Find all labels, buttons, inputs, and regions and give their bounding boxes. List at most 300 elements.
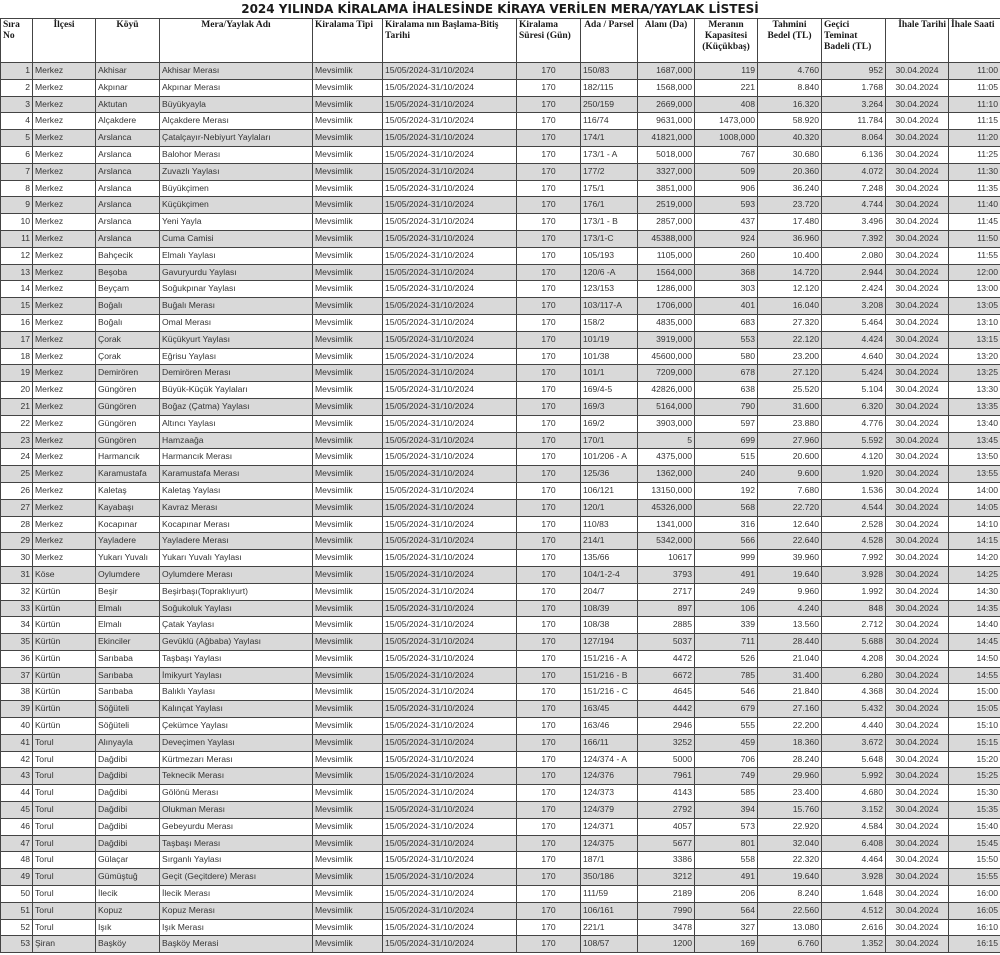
cell-ilcesi: Merkez [33, 96, 96, 113]
table-row [1, 718, 1000, 735]
cell-alani: 45600,000 [638, 348, 695, 365]
table-row [1, 852, 1000, 869]
table-row [1, 247, 1000, 264]
cell-tahmini-bedel: 8.840 [758, 79, 822, 96]
cell-gecici-teminat: 1.648 [822, 886, 886, 903]
cell-baslama-bitis: 15/05/2024-31/10/2024 [383, 163, 517, 180]
cell-kapasite: 699 [695, 432, 758, 449]
cell-kapasite: 638 [695, 382, 758, 399]
cell-ihale-tarihi: 30.04.2024 [886, 432, 949, 449]
cell-kapasite: 553 [695, 331, 758, 348]
cell-sira-no: 41 [1, 734, 33, 751]
cell-baslama-bitis: 15/05/2024-31/10/2024 [383, 499, 517, 516]
cell-kiralama-tipi: Mevsimlik [313, 869, 383, 886]
cell-ilcesi: Torul [33, 902, 96, 919]
table-row [1, 197, 1000, 214]
cell-kapasite: 555 [695, 718, 758, 735]
cell-tahmini-bedel: 10.400 [758, 247, 822, 264]
cell-gecici-teminat: 3.928 [822, 869, 886, 886]
cell-kapasite: 580 [695, 348, 758, 365]
cell-ilcesi: Merkez [33, 163, 96, 180]
cell-baslama-bitis: 15/05/2024-31/10/2024 [383, 230, 517, 247]
cell-mera-adi: Zuvazlı Yaylası [160, 163, 313, 180]
cell-kiralama-tipi: Mevsimlik [313, 63, 383, 80]
cell-sira-no: 40 [1, 718, 33, 735]
cell-gecici-teminat: 3.672 [822, 734, 886, 751]
cell-ilcesi: Kürtün [33, 718, 96, 735]
cell-kapasite: 749 [695, 768, 758, 785]
cell-tahmini-bedel: 21.840 [758, 684, 822, 701]
cell-gecici-teminat: 4.512 [822, 902, 886, 919]
cell-kiralama-tipi: Mevsimlik [313, 634, 383, 651]
cell-ilcesi: Kürtün [33, 600, 96, 617]
col-header-kiralama-tipi: Kiralama Tipi [313, 19, 383, 63]
table-row [1, 365, 1000, 382]
cell-mera-adi: Alçakdere Merası [160, 113, 313, 130]
cell-ihale-tarihi: 30.04.2024 [886, 331, 949, 348]
cell-ihale-saati: 15:40 [949, 818, 1000, 835]
cell-mera-adi: Akhisar Merası [160, 63, 313, 80]
cell-ada-parsel: 158/2 [581, 314, 638, 331]
table-row [1, 634, 1000, 651]
cell-ihale-saati: 14:25 [949, 566, 1000, 583]
cell-mera-adi: Eğrisu Yaylası [160, 348, 313, 365]
cell-mera-adi: Beşirbaşı(Topraklıyurt) [160, 583, 313, 600]
cell-koyu: Başköy [96, 936, 160, 953]
table-row [1, 667, 1000, 684]
cell-gecici-teminat: 3.496 [822, 214, 886, 231]
cell-kiralama-tipi: Mevsimlik [313, 785, 383, 802]
cell-koyu: Yukarı Yuvalı [96, 550, 160, 567]
cell-ilcesi: Merkez [33, 197, 96, 214]
cell-tahmini-bedel: 17.480 [758, 214, 822, 231]
cell-ada-parsel: 173/1-C [581, 230, 638, 247]
cell-baslama-bitis: 15/05/2024-31/10/2024 [383, 516, 517, 533]
cell-ihale-saati: 13:35 [949, 398, 1000, 415]
table-body [1, 63, 1000, 953]
cell-ihale-tarihi: 30.04.2024 [886, 684, 949, 701]
cell-ilcesi: Merkez [33, 264, 96, 281]
cell-kiralama-tipi: Mevsimlik [313, 802, 383, 819]
col-header-ihale-saati: İhale Saati [949, 19, 1000, 63]
cell-ihale-saati: 11:15 [949, 113, 1000, 130]
cell-ihale-saati: 13:10 [949, 314, 1000, 331]
cell-baslama-bitis: 15/05/2024-31/10/2024 [383, 432, 517, 449]
cell-sira-no: 25 [1, 466, 33, 483]
cell-kiralama-suresi: 170 [517, 734, 581, 751]
cell-kapasite: 558 [695, 852, 758, 869]
cell-tahmini-bedel: 16.040 [758, 298, 822, 315]
cell-kiralama-suresi: 170 [517, 499, 581, 516]
cell-koyu: Söğüteli [96, 718, 160, 735]
cell-ilcesi: Torul [33, 818, 96, 835]
cell-ada-parsel: 204/7 [581, 583, 638, 600]
cell-alani: 3212 [638, 869, 695, 886]
cell-ihale-saati: 15:50 [949, 852, 1000, 869]
cell-alani: 1687,000 [638, 63, 695, 80]
cell-alani: 2885 [638, 617, 695, 634]
cell-ada-parsel: 106/121 [581, 482, 638, 499]
cell-ada-parsel: 104/1-2-4 [581, 566, 638, 583]
cell-kiralama-suresi: 170 [517, 314, 581, 331]
table-row [1, 79, 1000, 96]
cell-ilcesi: Merkez [33, 247, 96, 264]
cell-kiralama-tipi: Mevsimlik [313, 365, 383, 382]
cell-ada-parsel: 103/117-A [581, 298, 638, 315]
cell-kiralama-suresi: 170 [517, 180, 581, 197]
cell-alani: 4645 [638, 684, 695, 701]
cell-tahmini-bedel: 22.720 [758, 499, 822, 516]
cell-koyu: Arslanca [96, 197, 160, 214]
cell-kapasite: 119 [695, 63, 758, 80]
cell-ihale-tarihi: 30.04.2024 [886, 482, 949, 499]
cell-tahmini-bedel: 31.400 [758, 667, 822, 684]
cell-koyu: Sarıbaba [96, 684, 160, 701]
cell-mera-adi: Soğukpınar Yaylası [160, 281, 313, 298]
cell-ada-parsel: 110/83 [581, 516, 638, 533]
cell-tahmini-bedel: 31.600 [758, 398, 822, 415]
cell-koyu: Kopuz [96, 902, 160, 919]
cell-tahmini-bedel: 22.560 [758, 902, 822, 919]
cell-tahmini-bedel: 15.760 [758, 802, 822, 819]
cell-koyu: Bahçecik [96, 247, 160, 264]
table-row [1, 869, 1000, 886]
cell-sira-no: 43 [1, 768, 33, 785]
cell-tahmini-bedel: 9.960 [758, 583, 822, 600]
cell-kiralama-tipi: Mevsimlik [313, 818, 383, 835]
cell-baslama-bitis: 15/05/2024-31/10/2024 [383, 617, 517, 634]
cell-tahmini-bedel: 23.200 [758, 348, 822, 365]
cell-kiralama-suresi: 170 [517, 886, 581, 903]
cell-kiralama-suresi: 170 [517, 230, 581, 247]
cell-alani: 1568,000 [638, 79, 695, 96]
cell-alani: 41821,000 [638, 130, 695, 147]
cell-sira-no: 42 [1, 751, 33, 768]
cell-tahmini-bedel: 39.960 [758, 550, 822, 567]
cell-ihale-tarihi: 30.04.2024 [886, 466, 949, 483]
cell-gecici-teminat: 1.352 [822, 936, 886, 953]
table-row [1, 449, 1000, 466]
cell-mera-adi: Kaletaş Yaylası [160, 482, 313, 499]
cell-mera-adi: Elmalı Yaylası [160, 247, 313, 264]
cell-kiralama-tipi: Mevsimlik [313, 583, 383, 600]
cell-tahmini-bedel: 22.640 [758, 533, 822, 550]
cell-kapasite: 240 [695, 466, 758, 483]
cell-ihale-tarihi: 30.04.2024 [886, 264, 949, 281]
cell-kiralama-suresi: 170 [517, 785, 581, 802]
cell-kiralama-tipi: Mevsimlik [313, 247, 383, 264]
cell-tahmini-bedel: 22.120 [758, 331, 822, 348]
cell-ilcesi: Torul [33, 852, 96, 869]
table-row [1, 734, 1000, 751]
cell-alani: 4375,000 [638, 449, 695, 466]
cell-ilcesi: Kürtün [33, 667, 96, 684]
cell-gecici-teminat: 2.616 [822, 919, 886, 936]
cell-gecici-teminat: 5.992 [822, 768, 886, 785]
cell-ada-parsel: 135/66 [581, 550, 638, 567]
cell-koyu: Arslanca [96, 130, 160, 147]
cell-gecici-teminat: 7.248 [822, 180, 886, 197]
cell-ada-parsel: 101/1 [581, 365, 638, 382]
cell-ihale-saati: 15:05 [949, 701, 1000, 718]
cell-ihale-saati: 11:55 [949, 247, 1000, 264]
cell-ilcesi: Şiran [33, 936, 96, 953]
cell-kapasite: 801 [695, 835, 758, 852]
cell-gecici-teminat: 2.944 [822, 264, 886, 281]
cell-alani: 4143 [638, 785, 695, 802]
cell-kapasite: 706 [695, 751, 758, 768]
cell-ilcesi: Merkez [33, 533, 96, 550]
cell-tahmini-bedel: 30.680 [758, 146, 822, 163]
cell-kiralama-tipi: Mevsimlik [313, 516, 383, 533]
cell-ihale-tarihi: 30.04.2024 [886, 298, 949, 315]
cell-ada-parsel: 108/57 [581, 936, 638, 953]
cell-gecici-teminat: 4.528 [822, 533, 886, 550]
cell-ilcesi: Kürtün [33, 650, 96, 667]
cell-baslama-bitis: 15/05/2024-31/10/2024 [383, 734, 517, 751]
cell-gecici-teminat: 3.152 [822, 802, 886, 819]
cell-mera-adi: İlecik Merası [160, 886, 313, 903]
cell-kiralama-tipi: Mevsimlik [313, 533, 383, 550]
cell-baslama-bitis: 15/05/2024-31/10/2024 [383, 398, 517, 415]
cell-mera-adi: Gavuryurdu Yaylası [160, 264, 313, 281]
cell-kiralama-tipi: Mevsimlik [313, 617, 383, 634]
cell-kapasite: 593 [695, 197, 758, 214]
cell-baslama-bitis: 15/05/2024-31/10/2024 [383, 583, 517, 600]
cell-kiralama-suresi: 170 [517, 751, 581, 768]
cell-ada-parsel: 124/379 [581, 802, 638, 819]
cell-kiralama-suresi: 170 [517, 247, 581, 264]
cell-kiralama-suresi: 170 [517, 466, 581, 483]
cell-kiralama-tipi: Mevsimlik [313, 113, 383, 130]
cell-ihale-tarihi: 30.04.2024 [886, 96, 949, 113]
cell-alani: 3793 [638, 566, 695, 583]
cell-koyu: Sarıbaba [96, 667, 160, 684]
table-row [1, 96, 1000, 113]
cell-ihale-tarihi: 30.04.2024 [886, 281, 949, 298]
cell-ihale-tarihi: 30.04.2024 [886, 79, 949, 96]
cell-mera-adi: Kocapınar Merası [160, 516, 313, 533]
cell-kapasite: 459 [695, 734, 758, 751]
cell-kapasite: 785 [695, 667, 758, 684]
cell-ilcesi: Torul [33, 785, 96, 802]
cell-kapasite: 491 [695, 566, 758, 583]
cell-baslama-bitis: 15/05/2024-31/10/2024 [383, 667, 517, 684]
cell-tahmini-bedel: 19.640 [758, 869, 822, 886]
cell-baslama-bitis: 15/05/2024-31/10/2024 [383, 314, 517, 331]
cell-tahmini-bedel: 18.360 [758, 734, 822, 751]
cell-baslama-bitis: 15/05/2024-31/10/2024 [383, 298, 517, 315]
cell-ihale-saati: 15:55 [949, 869, 1000, 886]
cell-sira-no: 35 [1, 634, 33, 651]
cell-koyu: Arslanca [96, 163, 160, 180]
table-row [1, 398, 1000, 415]
cell-ilcesi: Merkez [33, 314, 96, 331]
cell-kapasite: 711 [695, 634, 758, 651]
cell-koyu: Kayabaşı [96, 499, 160, 516]
cell-ihale-saati: 15:10 [949, 718, 1000, 735]
cell-koyu: Arslanca [96, 230, 160, 247]
cell-ihale-tarihi: 30.04.2024 [886, 415, 949, 432]
cell-tahmini-bedel: 21.040 [758, 650, 822, 667]
cell-ilcesi: Merkez [33, 79, 96, 96]
cell-kiralama-suresi: 170 [517, 382, 581, 399]
cell-ada-parsel: 169/4-5 [581, 382, 638, 399]
cell-tahmini-bedel: 12.640 [758, 516, 822, 533]
cell-ilcesi: Torul [33, 751, 96, 768]
cell-baslama-bitis: 15/05/2024-31/10/2024 [383, 768, 517, 785]
cell-ada-parsel: 150/83 [581, 63, 638, 80]
cell-kapasite: 515 [695, 449, 758, 466]
cell-kiralama-suresi: 170 [517, 852, 581, 869]
cell-mera-adi: Çatalçayır-Nebiyurt Yaylaları [160, 130, 313, 147]
cell-sira-no: 39 [1, 701, 33, 718]
cell-ihale-saati: 14:20 [949, 550, 1000, 567]
cell-baslama-bitis: 15/05/2024-31/10/2024 [383, 214, 517, 231]
cell-ilcesi: Kürtün [33, 583, 96, 600]
table-row [1, 331, 1000, 348]
table-row [1, 499, 1000, 516]
cell-kiralama-tipi: Mevsimlik [313, 886, 383, 903]
cell-alani: 3903,000 [638, 415, 695, 432]
cell-sira-no: 51 [1, 902, 33, 919]
cell-ihale-saati: 16:00 [949, 886, 1000, 903]
cell-tahmini-bedel: 20.360 [758, 163, 822, 180]
cell-kapasite: 169 [695, 936, 758, 953]
cell-baslama-bitis: 15/05/2024-31/10/2024 [383, 919, 517, 936]
cell-mera-adi: Kopuz Merası [160, 902, 313, 919]
table-row [1, 886, 1000, 903]
cell-tahmini-bedel: 8.240 [758, 886, 822, 903]
cell-sira-no: 19 [1, 365, 33, 382]
cell-ada-parsel: 108/39 [581, 600, 638, 617]
cell-ihale-tarihi: 30.04.2024 [886, 734, 949, 751]
cell-ada-parsel: 166/11 [581, 734, 638, 751]
cell-mera-adi: Deveçimen Yaylası [160, 734, 313, 751]
cell-gecici-teminat: 5.464 [822, 314, 886, 331]
cell-kiralama-tipi: Mevsimlik [313, 432, 383, 449]
cell-kapasite: 106 [695, 600, 758, 617]
cell-ada-parsel: 182/115 [581, 79, 638, 96]
cell-alani: 13150,000 [638, 482, 695, 499]
cell-gecici-teminat: 5.688 [822, 634, 886, 651]
cell-kiralama-suresi: 170 [517, 600, 581, 617]
cell-kapasite: 327 [695, 919, 758, 936]
cell-mera-adi: Gölönü Merası [160, 785, 313, 802]
cell-ihale-tarihi: 30.04.2024 [886, 583, 949, 600]
cell-koyu: Akpınar [96, 79, 160, 96]
cell-baslama-bitis: 15/05/2024-31/10/2024 [383, 146, 517, 163]
col-header-ihale-tarihi: İhale Tarihi [886, 19, 949, 63]
cell-mera-adi: Gebeyurdu Merası [160, 818, 313, 835]
cell-ihale-saati: 11:35 [949, 180, 1000, 197]
cell-kiralama-tipi: Mevsimlik [313, 314, 383, 331]
cell-alani: 6672 [638, 667, 695, 684]
cell-mera-adi: Kalınçat Yaylası [160, 701, 313, 718]
cell-sira-no: 13 [1, 264, 33, 281]
cell-gecici-teminat: 4.584 [822, 818, 886, 835]
cell-kiralama-suresi: 170 [517, 550, 581, 567]
cell-mera-adi: Hamzaağa [160, 432, 313, 449]
cell-ilcesi: Merkez [33, 499, 96, 516]
cell-kiralama-tipi: Mevsimlik [313, 449, 383, 466]
cell-gecici-teminat: 5.648 [822, 751, 886, 768]
cell-ihale-tarihi: 30.04.2024 [886, 701, 949, 718]
cell-ilcesi: Merkez [33, 516, 96, 533]
cell-sira-no: 16 [1, 314, 33, 331]
cell-kapasite: 491 [695, 869, 758, 886]
cell-kiralama-suresi: 170 [517, 146, 581, 163]
cell-ihale-saati: 14:15 [949, 533, 1000, 550]
cell-kiralama-tipi: Mevsimlik [313, 264, 383, 281]
cell-sira-no: 47 [1, 835, 33, 852]
cell-koyu: Dağdibi [96, 835, 160, 852]
cell-koyu: Dağdibi [96, 768, 160, 785]
cell-mera-adi: Oylumdere Merası [160, 566, 313, 583]
cell-ihale-saati: 11:40 [949, 197, 1000, 214]
cell-ilcesi: Köse [33, 566, 96, 583]
cell-koyu: Elmalı [96, 600, 160, 617]
cell-alani: 3919,000 [638, 331, 695, 348]
cell-ihale-tarihi: 30.04.2024 [886, 550, 949, 567]
cell-kiralama-suresi: 170 [517, 96, 581, 113]
cell-sira-no: 11 [1, 230, 33, 247]
cell-kapasite: 585 [695, 785, 758, 802]
cell-alani: 1362,000 [638, 466, 695, 483]
table-row [1, 550, 1000, 567]
cell-gecici-teminat: 1.536 [822, 482, 886, 499]
cell-tahmini-bedel: 23.400 [758, 785, 822, 802]
cell-gecici-teminat: 6.280 [822, 667, 886, 684]
cell-gecici-teminat: 4.680 [822, 785, 886, 802]
cell-kiralama-tipi: Mevsimlik [313, 281, 383, 298]
cell-alani: 2857,000 [638, 214, 695, 231]
cell-tahmini-bedel: 22.320 [758, 852, 822, 869]
cell-alani: 7961 [638, 768, 695, 785]
cell-sira-no: 37 [1, 667, 33, 684]
cell-kapasite: 408 [695, 96, 758, 113]
cell-kiralama-suresi: 170 [517, 432, 581, 449]
cell-baslama-bitis: 15/05/2024-31/10/2024 [383, 701, 517, 718]
cell-ihale-tarihi: 30.04.2024 [886, 146, 949, 163]
cell-mera-adi: Omal Merası [160, 314, 313, 331]
cell-ada-parsel: 124/374 - A [581, 751, 638, 768]
cell-kapasite: 678 [695, 365, 758, 382]
cell-gecici-teminat: 7.392 [822, 230, 886, 247]
col-header-gecici-teminat: Geçici Teminat Badeli (TL) [822, 19, 886, 63]
cell-koyu: Güngören [96, 415, 160, 432]
cell-mera-adi: Boğaz (Çatma) Yaylası [160, 398, 313, 415]
cell-sira-no: 31 [1, 566, 33, 583]
cell-koyu: Gümüştuğ [96, 869, 160, 886]
cell-ihale-tarihi: 30.04.2024 [886, 449, 949, 466]
cell-koyu: Dağdibi [96, 818, 160, 835]
table-row [1, 785, 1000, 802]
cell-baslama-bitis: 15/05/2024-31/10/2024 [383, 130, 517, 147]
cell-alani: 1286,000 [638, 281, 695, 298]
cell-ada-parsel: 250/159 [581, 96, 638, 113]
cell-mera-adi: Yeni Yayla [160, 214, 313, 231]
cell-tahmini-bedel: 22.200 [758, 718, 822, 735]
cell-alani: 5164,000 [638, 398, 695, 415]
cell-kiralama-tipi: Mevsimlik [313, 180, 383, 197]
cell-gecici-teminat: 2.528 [822, 516, 886, 533]
cell-ihale-saati: 11:50 [949, 230, 1000, 247]
cell-ihale-tarihi: 30.04.2024 [886, 886, 949, 903]
cell-koyu: Aktutan [96, 96, 160, 113]
cell-alani: 1706,000 [638, 298, 695, 315]
cell-ihale-saati: 11:25 [949, 146, 1000, 163]
